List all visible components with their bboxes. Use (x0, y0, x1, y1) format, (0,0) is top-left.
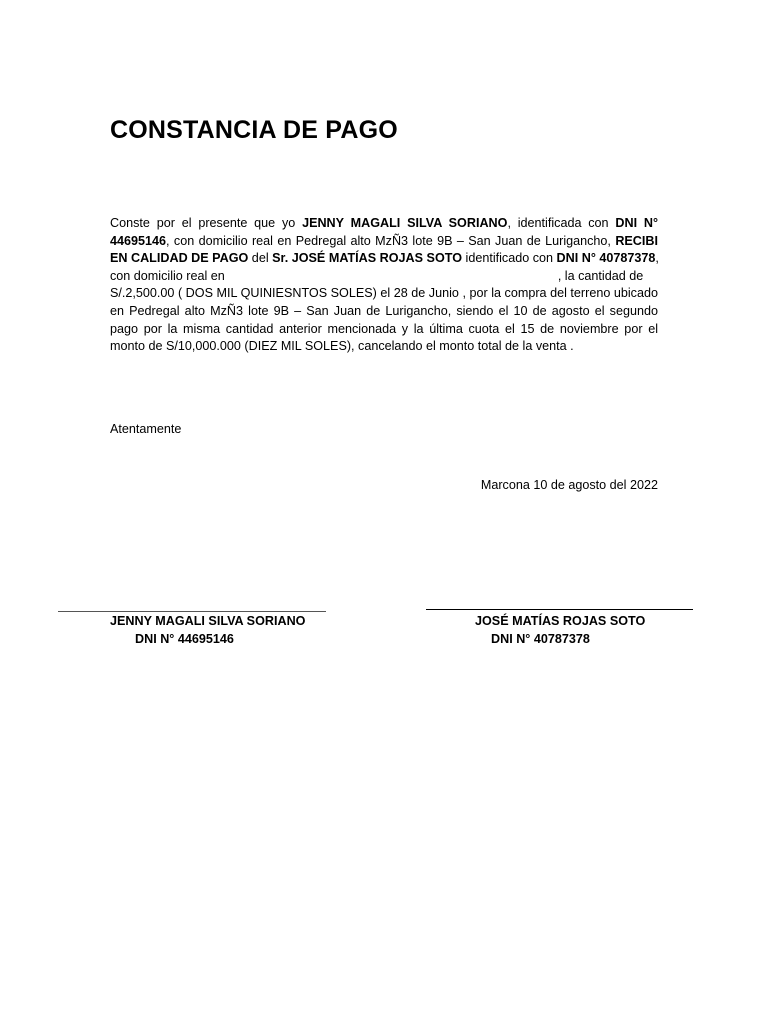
payer-name: JENNY MAGALI SILVA SORIANO (302, 216, 508, 230)
paragraph-line-7: pago por la misma cantidad anterior mencionada y la última cuota el 15 de noviembre por el (110, 321, 658, 336)
signature-dni-receiver: DNI N° 40787378 (491, 632, 590, 646)
paragraph-line-5: S/.2,500.00 ( DOS MIL QUINIESNTOS SOLES) el 28 de Junio , por la compra del terreno ubicado (110, 286, 658, 301)
signature-line-receiver (426, 609, 693, 610)
receiver-name: Sr. JOSÉ MATÍAS ROJAS SOTO (272, 251, 463, 266)
paragraph-line-2 (110, 233, 658, 251)
payment-paragraph (110, 215, 658, 356)
document-title: CONSTANCIA DE PAGO (110, 116, 398, 144)
payer-dni-number: 44695146 (110, 233, 167, 248)
text: Conste por el presente que yo (110, 216, 303, 230)
text: , (655, 251, 659, 266)
signature-line-payer (58, 611, 326, 612)
text: con domicilio real en (110, 268, 225, 283)
signature-name-receiver: JOSÉ MATÍAS ROJAS SOTO (475, 614, 646, 628)
text: identificado con (462, 251, 557, 266)
signature-dni-payer: DNI N° 44695146 (135, 632, 234, 646)
payment-concept: EN CALIDAD DE PAGO (110, 251, 249, 266)
paragraph-line-4 (110, 268, 658, 286)
text: del (248, 251, 273, 266)
dni-label: DNI N° (615, 216, 658, 230)
closing-text: Atentamente (110, 422, 182, 436)
text: , identificada con (507, 216, 616, 230)
recibi-label: RECIBI (615, 233, 658, 248)
text: , con domicilio real en Pedregal alto MzÑ3 lote 9B – San Juan de Lurigancho, (166, 233, 616, 248)
paragraph-line-3 (110, 250, 658, 268)
paragraph-line-6: en Pedregal alto MzÑ3 lote 9B – San Juan de Lurigancho, siendo el 10 de agosto el segundo (110, 303, 658, 318)
place-date: Marcona 10 de agosto del 2022 (480, 478, 658, 492)
paragraph-line-8: monto de S/10,000.000 (DIEZ MIL SOLES), cancelando el monto total de la venta . (110, 339, 574, 354)
paragraph-line-1 (110, 215, 658, 233)
signature-name-payer: JENNY MAGALI SILVA SORIANO (110, 614, 306, 628)
text: , la cantidad de (557, 268, 644, 283)
receiver-dni: DNI N° 40787378 (556, 251, 656, 266)
